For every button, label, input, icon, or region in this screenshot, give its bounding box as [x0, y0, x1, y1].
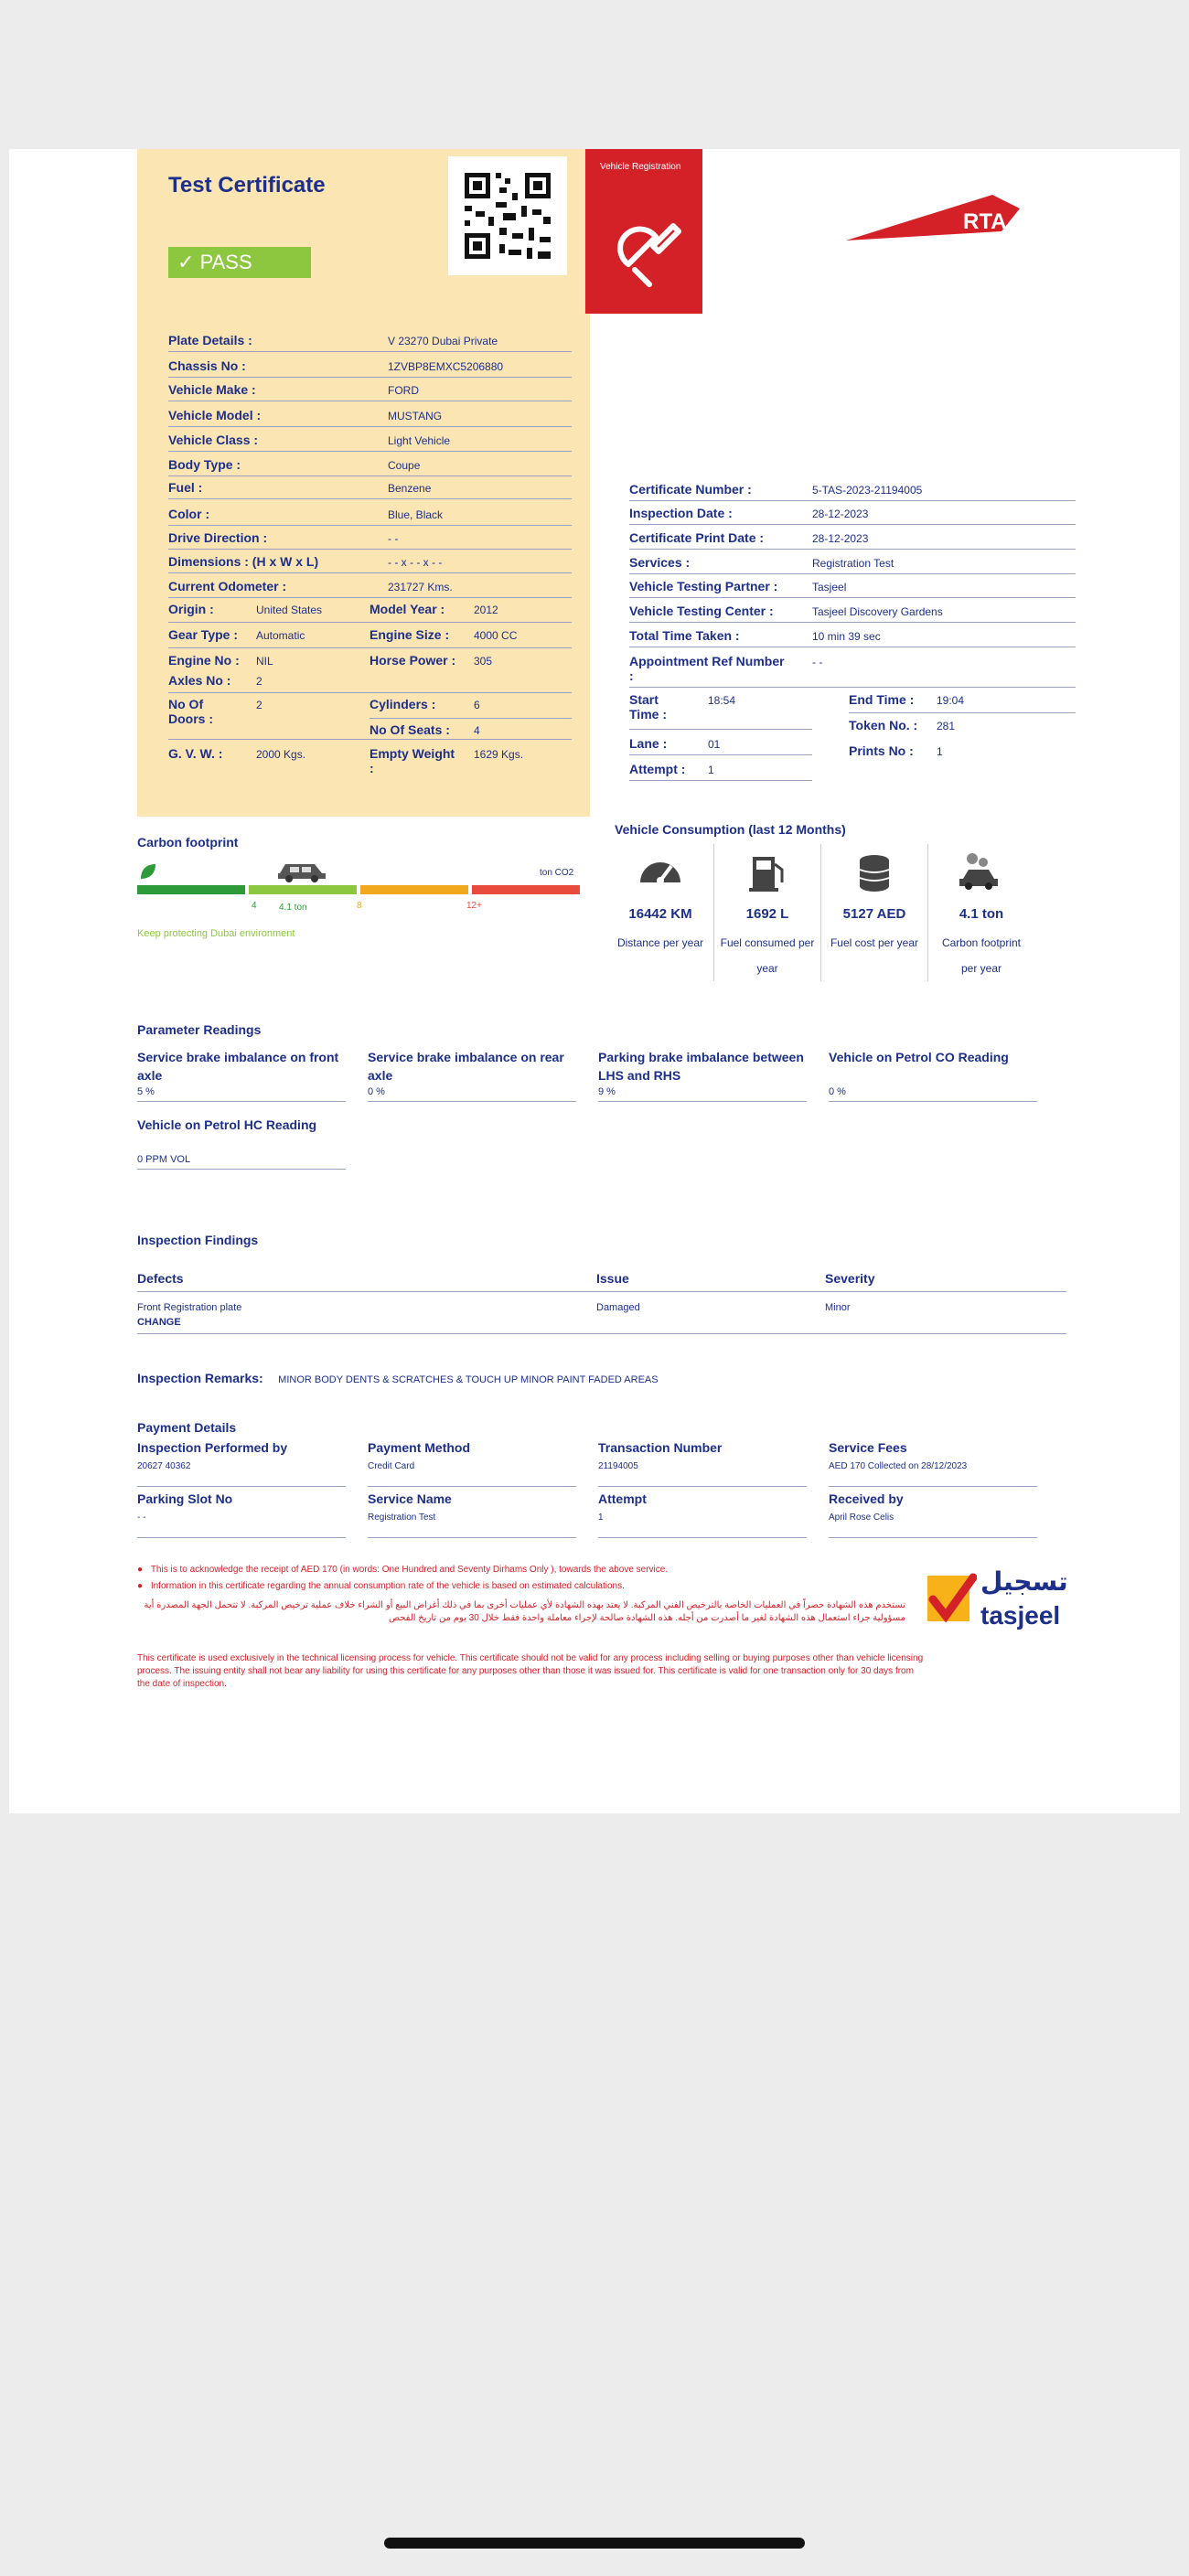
prints-label: Prints No : [849, 743, 914, 758]
certificate-label: Total Time Taken : [629, 628, 740, 643]
vehicle-detail-label: Color : [168, 507, 210, 521]
carbon-segment [249, 885, 357, 894]
vehicle-detail-row [168, 476, 572, 499]
certificate-label: Certificate Number : [629, 482, 752, 497]
certificate-row [629, 650, 1076, 688]
vehicle-panel [137, 149, 590, 817]
coins-icon [849, 851, 900, 895]
horse-power-value: 305 [474, 655, 493, 668]
parameter-value: 0 % [368, 1086, 385, 1097]
engine-no-value: NIL [256, 655, 273, 668]
registration-icon [598, 206, 690, 297]
payment-item [368, 1440, 576, 1490]
carbon-title: Carbon footprint [137, 835, 239, 850]
certificate-row [629, 478, 1076, 501]
check-icon: ✓ [177, 251, 195, 273]
engine-size-value: 4000 CC [474, 629, 518, 642]
payment-value: April Rose Celis [829, 1512, 894, 1523]
carbon-marker-value: 4.1 ton [279, 903, 307, 913]
page-title: Test Certificate [168, 173, 326, 198]
vehicle-detail-value: FORD [388, 384, 419, 397]
payment-divider [137, 1486, 346, 1487]
info-icon: ● [137, 1581, 144, 1591]
payment-item [598, 1491, 807, 1541]
gear-type-label: Gear Type : [168, 627, 238, 642]
vehicle-detail-value: Light Vehicle [388, 434, 451, 447]
attempt-value: 1 [708, 764, 714, 776]
parameter-label: Vehicle on Petrol HC Reading [137, 1117, 317, 1132]
tasjeel-check-icon [926, 1572, 977, 1630]
car-icon [274, 857, 329, 882]
consumption-item [821, 844, 928, 981]
remarks-label: Inspection Remarks: [137, 1371, 263, 1385]
end-time-value: 19:04 [937, 694, 965, 707]
vehicle-detail-row [168, 527, 572, 550]
vehicle-registration-label: Vehicle Registration [600, 162, 681, 172]
vehicle-detail-row [168, 503, 572, 526]
note-2 [137, 1581, 924, 1591]
consumption-value: 16442 KM [628, 906, 692, 922]
col-issue: Issue [596, 1271, 629, 1286]
gear-type-value: Automatic [256, 629, 305, 642]
seats-value: 4 [474, 724, 480, 737]
parameter-label: Service brake imbalance on front axle [137, 1050, 339, 1083]
certificate-row [629, 625, 1076, 647]
prints-value: 1 [937, 745, 943, 758]
parameter-item [829, 1048, 1037, 1112]
cylinders-label: Cylinders : [370, 697, 436, 711]
certificate-label: Vehicle Testing Partner : [629, 579, 778, 593]
payment-label: Payment Method [368, 1440, 471, 1455]
model-year-value: 2012 [474, 604, 498, 616]
qr-code [448, 156, 567, 275]
payment-value: 21194005 [598, 1461, 638, 1471]
doors-value: 2 [256, 699, 262, 711]
payment-label: Attempt [598, 1491, 647, 1506]
consumption-item [928, 844, 1034, 981]
vehicle-detail-label: Vehicle Make : [168, 382, 256, 397]
gvw-label: G. V. W. : [168, 746, 223, 761]
vehicle-detail-row [168, 550, 572, 573]
payment-item [829, 1491, 1037, 1541]
parameter-divider [368, 1101, 576, 1102]
carbon-segment [472, 885, 580, 894]
parameter-label: Vehicle on Petrol CO Reading [829, 1050, 1009, 1064]
certificate-value: 5-TAS-2023-21194005 [812, 484, 923, 497]
rta-logo [846, 190, 1020, 245]
vehicle-detail-label: Chassis No : [168, 358, 246, 373]
payment-label: Inspection Performed by [137, 1440, 288, 1455]
empty-weight-label: Empty Weight : [370, 746, 455, 775]
carbon-segment [137, 885, 245, 894]
defect-action: CHANGE [137, 1317, 181, 1328]
issue-value: Damaged [596, 1302, 640, 1313]
col-severity: Severity [825, 1271, 875, 1286]
carbon-footprint [137, 835, 594, 945]
payment-divider [598, 1537, 807, 1538]
payment-item [137, 1440, 346, 1490]
doors-label: No Of Doors : [168, 697, 213, 726]
carbon-segment [360, 885, 468, 894]
lane-value: 01 [708, 738, 721, 751]
vehicle-detail-value: Blue, Black [388, 508, 444, 521]
parameter-value: 5 % [137, 1086, 155, 1097]
car-emission-icon [956, 851, 1007, 895]
note-1 [137, 1565, 924, 1575]
cylinders-value: 6 [474, 699, 480, 711]
payment-value: Credit Card [368, 1461, 415, 1471]
vehicle-detail-row [168, 454, 572, 476]
axles-value: 2 [256, 675, 262, 688]
start-time-value: 18:54 [708, 694, 736, 707]
payment-value: AED 170 Collected on 28/12/2023 [829, 1461, 968, 1471]
lane-label: Lane : [629, 736, 668, 751]
inspection-remarks [137, 1371, 1066, 1387]
certificate-value: 10 min 39 sec [812, 630, 881, 643]
defect-name: Front Registration plate [137, 1302, 242, 1313]
parameter-divider [598, 1101, 807, 1102]
parameter-item [137, 1116, 346, 1180]
vehicle-detail-value: Coupe [388, 459, 421, 472]
payment-label: Parking Slot No [137, 1491, 233, 1506]
severity-value: Minor [825, 1302, 851, 1313]
payment-divider [137, 1537, 346, 1538]
horse-power-label: Horse Power : [370, 653, 456, 668]
consumption-value: 1692 L [745, 906, 789, 922]
parameter-value: 0 % [829, 1086, 846, 1097]
parameter-divider [137, 1169, 346, 1170]
payment-item [137, 1491, 346, 1541]
payment-value: Registration Test [368, 1512, 436, 1523]
payment-divider [829, 1486, 1037, 1487]
certificate-value: - - [812, 656, 823, 668]
certificate-row [629, 527, 1076, 550]
certificate-row [629, 502, 1076, 525]
pass-label: PASS [199, 251, 252, 273]
consumption-item [714, 844, 821, 981]
payment-label: Service Fees [829, 1440, 907, 1455]
certificate-row [629, 551, 1076, 574]
certificate-label: Vehicle Testing Center : [629, 604, 774, 618]
vehicle-registration-tile [585, 149, 702, 314]
consumption-value: 5127 AED [842, 906, 906, 922]
vehicle-detail-value: Benzene [388, 482, 432, 495]
payment-item [598, 1440, 807, 1490]
remarks-text: MINOR BODY DENTS & SCRATCHES & TOUCH UP MINOR PAINT FADED AREAS [278, 1374, 659, 1385]
gvw-value: 2000 Kgs. [256, 748, 306, 761]
vehicle-detail-label: Plate Details : [168, 333, 252, 347]
end-time-label: End Time : [849, 692, 915, 707]
vehicle-detail-label: Vehicle Class : [168, 433, 259, 447]
certificate-value: 28-12-2023 [812, 532, 869, 545]
vehicle-detail-value: - - [388, 532, 399, 545]
token-value: 281 [937, 720, 956, 732]
certificate-value: Registration Test [812, 557, 894, 570]
vehicle-detail-row [168, 404, 572, 427]
carbon-tick-8: 8 [357, 901, 362, 911]
engine-size-label: Engine Size : [370, 627, 450, 642]
parameter-item [368, 1048, 576, 1112]
parameter-divider [829, 1101, 1037, 1102]
origin-label: Origin : [168, 602, 214, 616]
parameter-label: Service brake imbalance on rear axle [368, 1050, 564, 1083]
arabic-disclaimer: تستخدم هذه الشهادة حصراً في العمليات الخاصة بالترخيص الفني المركبة. لا يعتد بهذه الشهادة لأي عمليات أخرى بما في ذلك أغراض البيع أو الشراء خلاف عملية ترخيص المركبة. لا تتحمل الجهة المصدرة أية مسؤولية جراء استعمال هذه الشهادة لغير ما أصدرت من أجله. هذه الشهادة صالحة لإجراء معاملة واحدة فقط خلال 30 يوم من تاريخ الفحص [144, 1600, 905, 1623]
vehicle-detail-label: Current Odometer : [168, 579, 287, 593]
consumption-label: Carbon footprint per year [941, 936, 1022, 975]
parameter-item [137, 1048, 346, 1112]
vehicle-detail-value: MUSTANG [388, 410, 443, 422]
vehicle-detail-label: Drive Direction : [168, 530, 268, 545]
start-time-label: Start Time : [629, 692, 667, 721]
certificate-row [629, 600, 1076, 623]
consumption-label: Fuel cost per year [830, 936, 919, 949]
vehicle-detail-row [168, 329, 572, 352]
vehicle-detail-row [168, 429, 572, 452]
payment-item [368, 1491, 576, 1541]
fuel-pump-icon [742, 851, 793, 895]
certificate-label: Inspection Date : [629, 506, 733, 520]
consumption-label: Distance per year [616, 936, 704, 949]
parameters-title: Parameter Readings [137, 1022, 262, 1037]
tasjeel-arabic: تسجيل [980, 1567, 1068, 1596]
certificate-value: Tasjeel Discovery Gardens [812, 605, 943, 618]
consumption-title: Vehicle Consumption (last 12 Months) [615, 822, 846, 837]
parameter-value: 0 PPM VOL [137, 1154, 191, 1165]
certificate-label: Certificate Print Date : [629, 530, 765, 545]
engine-no-label: Engine No : [168, 653, 240, 668]
rta-logo-text: RTA [963, 209, 1007, 234]
vehicle-consumption [607, 822, 1065, 996]
tasjeel-logo [926, 1566, 1072, 1640]
vehicle-detail-label: Vehicle Model : [168, 408, 262, 422]
parameter-value: 9 % [598, 1086, 616, 1097]
payment-title: Payment Details [137, 1420, 237, 1435]
carbon-tick-12: 12+ [466, 901, 482, 911]
certificate-page [9, 149, 1180, 1813]
col-defects: Defects [137, 1271, 184, 1286]
vehicle-detail-value: V 23270 Dubai Private [388, 335, 498, 347]
axles-label: Axles No : [168, 673, 231, 688]
parameter-divider [137, 1101, 346, 1102]
vehicle-detail-row [168, 355, 572, 378]
seats-label: No Of Seats : [370, 722, 450, 737]
findings-title: Inspection Findings [137, 1233, 259, 1247]
token-label: Token No. : [849, 718, 918, 732]
carbon-scale [137, 885, 585, 894]
info-icon: ● [137, 1565, 144, 1575]
vehicle-detail-row [168, 379, 572, 401]
carbon-tick-4: 4 [252, 901, 257, 911]
leaf-icon [137, 860, 159, 882]
certificate-label: Appointment Ref Number : [629, 654, 785, 683]
model-year-label: Model Year : [370, 602, 445, 616]
origin-value: United States [256, 604, 323, 616]
payment-label: Received by [829, 1491, 904, 1506]
payment-value: 1 [598, 1512, 604, 1523]
payment-divider [829, 1537, 1037, 1538]
speedometer-icon [635, 851, 686, 895]
home-indicator[interactable] [384, 2538, 805, 2549]
certificate-value: Tasjeel [812, 581, 847, 593]
vehicle-detail-value: 231727 Kms. [388, 581, 453, 593]
payment-item [829, 1440, 1037, 1490]
carbon-unit: ton CO2 [540, 868, 574, 878]
consumption-value: 4.1 ton [959, 906, 1004, 922]
empty-weight-value: 1629 Kgs. [474, 748, 524, 761]
attempt-label: Attempt : [629, 762, 686, 776]
note-2-text: Information in this certificate regarding the annual consumption rate of the vehicle is based on estimated calculations. [150, 1581, 625, 1591]
consumption-item [607, 844, 714, 981]
note-1-text: This is to acknowledge the receipt of AED 170 (in words: One Hundred and Seventy Dirhams Only ), towards the above service. [150, 1565, 669, 1575]
certificate-label: Services : [629, 555, 691, 570]
english-disclaimer: This certificate is used exclusively in the technical licensing process for vehicle. This certificate should not be valid for any process including selling or buying purposes other than vehicle licensing process. The issuing entity shall not bear any liability for using this certificate for any purposes other than those it was issued for. This certificate is valid for one transaction only for 30 days from the date of inspection. [137, 1653, 924, 1689]
parameter-label: Parking brake imbalance between LHS and RHS [598, 1050, 804, 1083]
payment-value: - - [137, 1512, 146, 1523]
parameter-item [598, 1048, 807, 1112]
payment-divider [368, 1537, 576, 1538]
payment-divider [368, 1486, 576, 1487]
carbon-message: Keep protecting Dubai environment [137, 928, 295, 939]
payment-label: Transaction Number [598, 1440, 723, 1455]
consumption-label: Fuel consumed per year [720, 936, 815, 975]
vehicle-detail-label: Fuel : [168, 480, 203, 495]
vehicle-detail-label: Dimensions : (H x W x L) [168, 554, 319, 569]
payment-label: Service Name [368, 1491, 452, 1506]
tasjeel-latin: tasjeel [980, 1601, 1061, 1630]
certificate-row [629, 575, 1076, 598]
vehicle-detail-value: - - x - - x - - [388, 556, 443, 569]
vehicle-detail-value: 1ZVBP8EMXC5206880 [388, 360, 504, 373]
pass-badge [168, 247, 311, 278]
payment-value: 20627 40362 [137, 1461, 191, 1471]
vehicle-detail-label: Body Type : [168, 457, 241, 472]
payment-divider [598, 1486, 807, 1487]
certificate-value: 28-12-2023 [812, 508, 869, 520]
vehicle-detail-row [168, 575, 572, 598]
